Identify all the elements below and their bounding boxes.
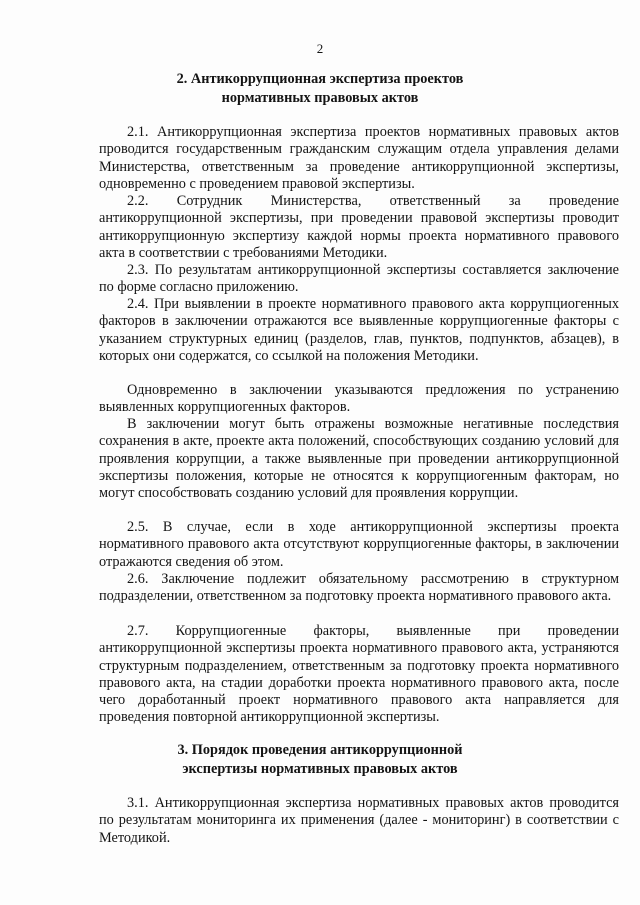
section-2-heading-line-2: нормативных правовых актов [221, 90, 419, 106]
section-3-heading [0, 741, 640, 779]
section-3-heading-line-2: экспертизы нормативных правовых актов [182, 761, 458, 777]
section-2-heading [0, 70, 640, 108]
paragraph-2-6: 2.6. Заключение подлежит обязательному рассмотрению в структурном подразделении, ответственном за подготовку проекта нормативного правового акта. [99, 571, 619, 605]
page-number: 2 [316, 41, 324, 56]
paragraph-2-1: 2.1. Антикоррупционная экспертиза проектов нормативных правовых актов проводится государственным гражданским служащим отдела управления делами Министерства, ответственным за проведение антикоррупционной экспертизы, одновременно с проведением правовой экспертизы. [99, 124, 619, 192]
paragraph-2-5: 2.5. В случае, если в ходе антикоррупционной экспертизы проекта нормативного правового акта отсутствуют коррупциогенные факторы, в заключении отражаются сведения об этом. [99, 519, 619, 570]
paragraph-2-3: 2.3. По результатам антикоррупционной экспертизы составляется заключение по форме согласно приложению. [99, 262, 619, 296]
paragraph-3-1: 3.1. Антикоррупционная экспертиза нормативных правовых актов проводится по результатам мониторинга их применения (далее - мониторинг) в соответствии с Методикой. [99, 795, 619, 846]
paragraph-2-2: 2.2. Сотрудник Министерства, ответственный за проведение антикоррупционной экспертизы, при проведении правовой экспертизы проводит антикоррупционную экспертизу каждой нормы проекта нормативного правового акта в соответствии с требованиями Методики. [99, 193, 619, 261]
section-2-heading-line-1: 2. Антикоррупционная экспертиза проектов [176, 71, 464, 87]
paragraph-2-4-proposals: Одновременно в заключении указываются предложения по устранению выявленных коррупциогенных факторов. [99, 382, 619, 416]
section-3-heading-line-1: 3. Порядок проведения антикоррупционной [177, 742, 463, 758]
paragraph-2-4-consequences: В заключении могут быть отражены возможные негативные последствия сохранения в акте, проекте акта положений, способствующих созданию условий для проявления коррупции, а также выявленные при проведении антикоррупционной экспертизы положения, которые не относятся к коррупциогенным факторам, но могут способствовать созданию условий для проявления коррупции. [99, 416, 619, 502]
paragraph-2-4: 2.4. При выявлении в проекте нормативного правового акта коррупциогенных факторов в заключении отражаются все выявленные коррупциогенные факторы с указанием структурных единиц (разделов, глав, пунктов, подпунктов, абзацев), в которых они содержатся, со ссылкой на положения Методики. [99, 296, 619, 364]
paragraph-2-7: 2.7. Коррупциогенные факторы, выявленные при проведении антикоррупционной экспертизы проекта нормативного правового акта, устраняются структурным подразделением, ответственным за подготовку проекта нормативного правового акта, на стадии доработки проекта нормативного правового акта, после чего доработанный проект нормативного правового акта направляется для проведения повторной антикоррупционной экспертизы. [99, 623, 619, 726]
